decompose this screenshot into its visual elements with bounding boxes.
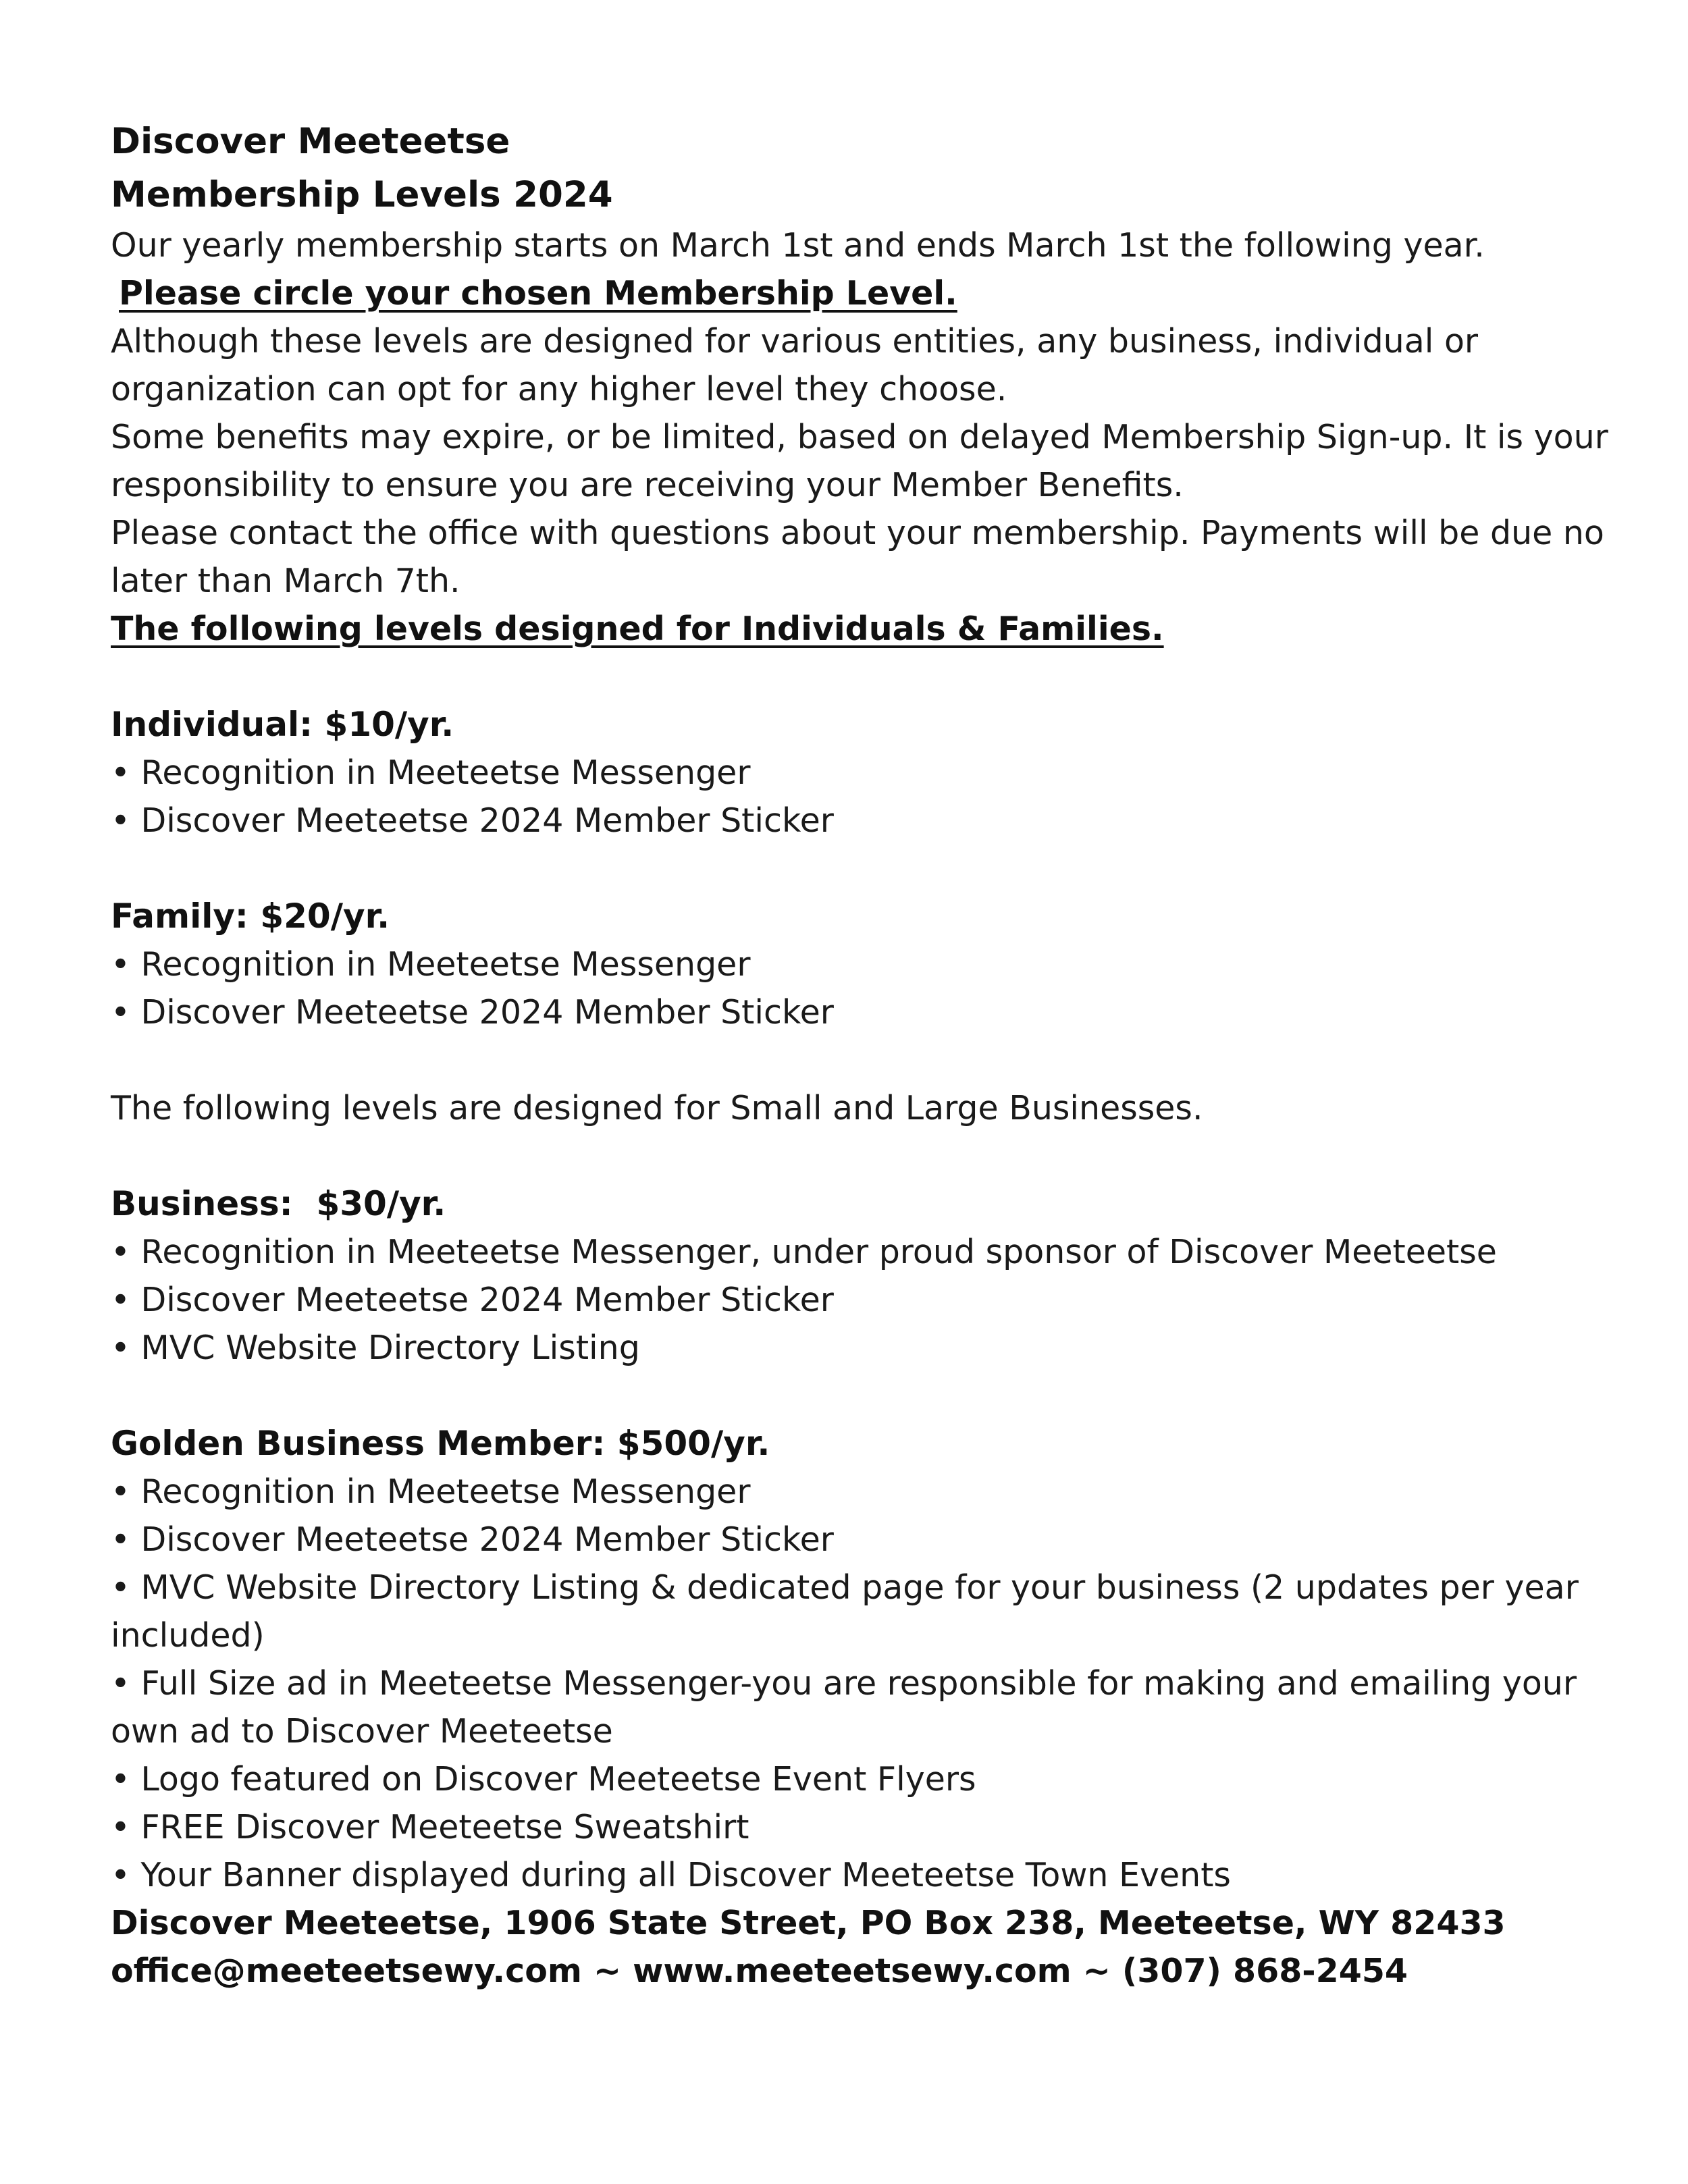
business-benefit: • Discover Meeteetse 2024 Member Sticker [111, 1281, 834, 1319]
spacer [111, 653, 1616, 701]
individual-benefit: • Recognition in Meeteetse Messenger [111, 753, 751, 792]
membership-term: Our yearly membership starts on March 1st and ends March 1st the following year. [111, 226, 1485, 265]
family-level-heading: Family: $20/yr. [111, 897, 390, 936]
golden-benefit: • Recognition in Meeteetse Messenger [111, 1472, 751, 1511]
business-level-heading: Business: $30/yr. [111, 1184, 446, 1223]
individual-level-heading: Individual: $10/yr. [111, 705, 454, 744]
individual-benefit: • Discover Meeteetse 2024 Member Sticker [111, 801, 834, 840]
benefits-note-line-1: Some benefits may expire, or be limited, based on delayed Membership Sign-up. It is your [111, 418, 1608, 456]
levels-note-line-1: Although these levels are designed for various entities, any business, individual or [111, 322, 1479, 361]
golden-benefit: • FREE Discover Meeteetse Sweatshirt [111, 1808, 749, 1846]
document-title: Membership Levels 2024 [111, 174, 613, 215]
spacer [111, 1372, 1616, 1420]
golden-benefit: • Logo featured on Discover Meeteetse Event Flyers [111, 1760, 976, 1799]
golden-benefit: • Your Banner displayed during all Discover Meeteetse Town Events [111, 1856, 1231, 1894]
contact-note-line-2: later than March 7th. [111, 562, 460, 600]
circle-note-row [111, 269, 1616, 317]
benefits-note-line-2: responsibility to ensure you are receiving your Member Benefits. [111, 466, 1184, 504]
org-name: Discover Meeteetse [111, 121, 510, 162]
golden-benefit: • Discover Meeteetse 2024 Member Sticker [111, 1520, 834, 1559]
golden-level-heading: Golden Business Member: $500/yr. [111, 1424, 770, 1463]
business-benefit: • MVC Website Directory Listing [111, 1329, 640, 1367]
golden-benefit: • Full Size ad in Meeteetse Messenger-you are responsible for making and emailing your [111, 1664, 1577, 1703]
footer-address: Discover Meeteetse, 1906 State Street, PO Box 238, Meeteetse, WY 82433 [111, 1904, 1506, 1942]
footer-contact: office@meeteetsewy.com ~ www.meeteetsewy.com ~ (307) 868-2454 [111, 1952, 1408, 1990]
circle-instruction: Please circle your chosen Membership Level. [119, 274, 957, 313]
golden-benefit-continued: own ad to Discover Meeteetse [111, 1712, 613, 1751]
golden-benefit-continued: included) [111, 1616, 265, 1655]
spacer [111, 845, 1616, 893]
family-benefit: • Discover Meeteetse 2024 Member Sticker [111, 993, 834, 1032]
individuals-families-heading: The following levels designed for Individuals & Families. [111, 610, 1164, 648]
spacer [111, 1132, 1616, 1180]
golden-benefit: • MVC Website Directory Listing & dedicated page for your business (2 updates per year [111, 1568, 1579, 1607]
levels-note-line-2: organization can opt for any higher level they choose. [111, 370, 1007, 408]
businesses-note: The following levels are designed for Small and Large Businesses. [111, 1089, 1203, 1127]
contact-note-line-1: Please contact the office with questions about your membership. Payments will be due no [111, 514, 1604, 552]
document-body [111, 115, 1616, 1995]
family-benefit: • Recognition in Meeteetse Messenger [111, 945, 751, 984]
business-benefit: • Recognition in Meeteetse Messenger, under proud sponsor of Discover Meeteetse [111, 1233, 1497, 1271]
spacer [111, 1036, 1616, 1084]
individuals-heading-row [111, 605, 1616, 653]
